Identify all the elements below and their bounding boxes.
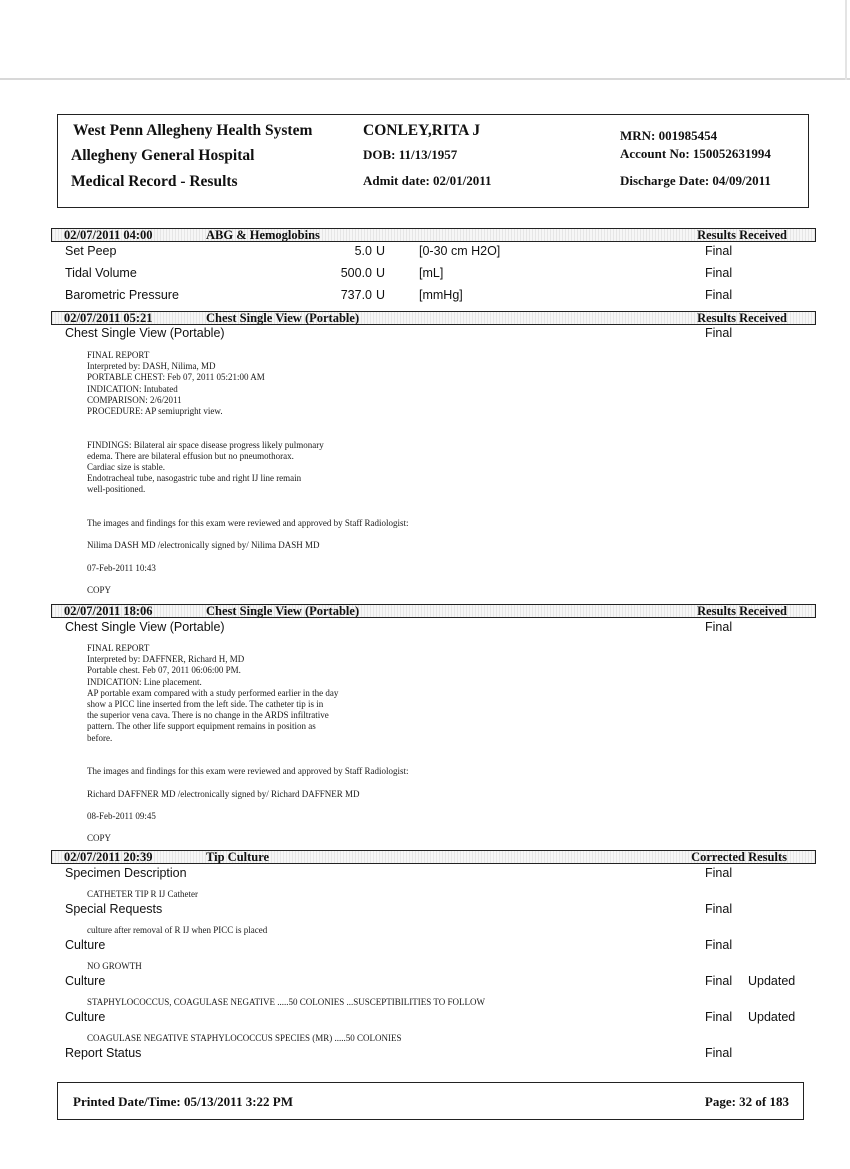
result-value: 500.0 [340,266,372,280]
section-header-chest-2 [51,604,816,618]
result-row [0,865,850,881]
result-label: Culture [65,938,106,952]
result-row [0,1009,850,1025]
section-title: ABG & Hemoglobins [206,228,320,242]
section-status: Results Received [697,228,787,242]
result-row [0,325,850,341]
account-number: Account No: 150052631994 [620,146,771,161]
report-line: before. [87,732,113,743]
result-note: CATHETER TIP R IJ Catheter [87,889,198,899]
section-header-tip-culture [51,850,816,864]
result-label: Specimen Description [65,866,187,880]
report-line: Nilima DASH MD /electronically signed by/ Nilima DASH MD [87,540,320,551]
report-line: INDICATION: Intubated [87,383,178,394]
result-status: Final [705,244,733,258]
result-status: Final [705,288,733,302]
report-line: pattern. The other life support equipment remains in position as [87,721,316,732]
report-line: 07-Feb-2011 10:43 [87,562,156,573]
admit-date: Admit date: 02/01/2011 [363,173,492,188]
result-row [0,619,850,635]
result-status: Final [705,938,733,952]
section-datetime: 02/07/2011 05:21 [64,311,153,325]
report-line: COPY [87,585,112,596]
report-line: Richard DAFFNER MD /electronically signed by/ Richard DAFFNER MD [87,788,360,799]
report-line: COMPARISON: 2/6/2011 [87,394,182,405]
result-note: NO GROWTH [87,961,142,971]
section-status: Results Received [697,604,787,618]
discharge-date: Discharge Date: 04/09/2011 [620,173,771,188]
report-spacer [87,755,409,766]
printed-datetime: Printed Date/Time: 05/13/2011 3:22 PM [73,1094,294,1109]
record-header [57,114,809,208]
result-label: Chest Single View (Portable) [65,326,225,340]
report-line: The images and findings for this exam were reviewed and approved by Staff Radiologist: [87,517,409,528]
report-line: PORTABLE CHEST: Feb 07, 2011 05:21:00 AM [87,372,265,383]
report-line: edema. There are bilateral effusion but no pneumothorax. [87,450,294,461]
result-reference: [0-30 cm H2O] [419,244,501,258]
result-status: Final [705,1046,733,1060]
report-line: Endotracheal tube, nasogastric tube and right IJ line remain [87,473,302,484]
report-line: The images and findings for this exam were reviewed and approved by Staff Radiologist: [87,766,409,777]
section-header-abg [51,228,816,242]
hospital-name: Allegheny General Hospital [71,147,255,164]
result-row [0,937,850,953]
section-status: Results Received [697,311,787,325]
patient-dob: DOB: 11/13/1957 [363,147,458,162]
result-label: Chest Single View (Portable) [65,620,225,634]
radiology-report-2 [87,643,409,845]
print-footer [57,1082,804,1120]
report-spacer [87,777,409,788]
result-label: Culture [65,974,106,988]
result-value: 5.0 [354,244,372,258]
result-label: Tidal Volume [65,266,137,280]
result-note: culture after removal of R IJ when PICC is placed [87,925,268,935]
result-row [0,287,850,303]
report-spacer [87,800,409,811]
report-line: 08-Feb-2011 09:45 [87,810,156,821]
section-title: Tip Culture [206,850,270,864]
result-row [0,901,850,917]
mrn: MRN: 001985454 [620,128,718,143]
section-datetime: 02/07/2011 04:00 [64,228,153,242]
report-spacer [87,417,409,428]
result-unit: U [376,288,386,302]
result-label: Culture [65,1010,106,1024]
scan-edge-line-vertical [845,0,847,80]
section-status: Corrected Results [691,850,787,864]
patient-name: CONLEY,RITA J [363,122,481,139]
report-spacer [87,744,409,755]
section-title: Chest Single View (Portable) [206,311,360,325]
report-spacer [87,428,409,439]
result-status: Final [705,1010,733,1024]
report-line: AP portable exam compared with a study performed earlier in the day [87,687,339,698]
result-status: Final [705,326,733,340]
result-status: Final [705,974,733,988]
report-line: Portable chest. Feb 07, 2011 06:06:00 PM. [87,665,241,676]
result-reference: [mL] [419,266,444,280]
report-line: Interpreted by: DAFFNER, Richard H, MD [87,654,245,665]
result-row [0,1045,850,1061]
report-spacer [87,529,409,540]
report-line: PROCEDURE: AP semiupright view. [87,406,223,417]
result-status: Final [705,620,733,634]
result-note: STAPHYLOCOCCUS, COAGULASE NEGATIVE .....50 COLONIES ...SUSCEPTIBILITIES TO FOLLOW [87,997,485,1007]
result-status: Final [705,266,733,280]
section-datetime: 02/07/2011 18:06 [64,604,153,618]
result-status: Final [705,902,733,916]
report-line: Cardiac size is stable. [87,462,165,472]
result-label: Report Status [65,1046,142,1060]
report-line: INDICATION: Line placement. [87,676,202,687]
health-system-name: West Penn Allegheny Health System [73,122,313,139]
result-label: Special Requests [65,902,163,916]
report-line: COPY [87,833,112,844]
result-label: Set Peep [65,244,117,258]
radiology-report-1 [87,350,409,596]
report-line: show a PICC line inserted from the left side. The catheter tip is in [87,699,324,710]
section-header-chest-1 [51,311,816,325]
report-spacer [87,507,409,518]
report-line: FINAL REPORT [87,350,150,360]
report-line: the superior vena cava. There is no change in the ARDS infiltrative [87,710,329,721]
result-note: COAGULASE NEGATIVE STAPHYLOCOCCUS SPECIES (MR) .....50 COLONIES [87,1033,402,1043]
report-line: well-positioned. [87,484,146,495]
result-label: Barometric Pressure [65,288,179,302]
result-unit: U [376,244,386,258]
result-row [0,265,850,281]
report-spacer [87,574,409,585]
report-spacer [87,552,409,563]
section-datetime: 02/07/2011 20:39 [64,850,153,864]
result-row [0,243,850,259]
report-line: Interpreted by: DASH, Nilima, MD [87,361,216,372]
section-title: Chest Single View (Portable) [206,604,360,618]
result-updated-flag: Updated [748,974,796,988]
document-title: Medical Record - Results [71,173,238,190]
report-spacer [87,822,409,833]
report-line: FINDINGS: Bilateral air space disease progress likely pulmonary [87,439,324,450]
page-number: Page: 32 of 183 [704,1094,789,1109]
result-updated-flag: Updated [748,1010,796,1024]
result-value: 737.0 [340,288,372,302]
result-reference: [mmHg] [419,288,463,302]
result-status: Final [705,866,733,880]
result-row [0,973,850,989]
report-line: FINAL REPORT [87,643,150,653]
result-unit: U [376,266,386,280]
report-spacer [87,496,409,507]
scan-edge-line [0,78,850,80]
